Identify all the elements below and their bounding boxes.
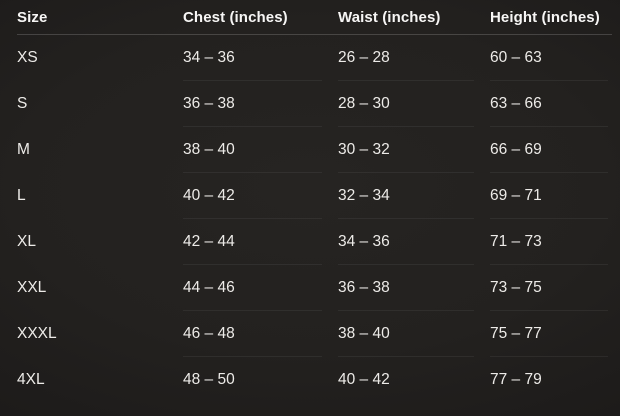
chest-cell: 42 – 44 (183, 219, 322, 265)
height-cell: 63 – 66 (490, 81, 608, 127)
height-cell: 71 – 73 (490, 219, 608, 265)
size-cell: S (17, 95, 28, 112)
waist-cell: 28 – 30 (338, 81, 474, 127)
waist-cell: 34 – 36 (338, 219, 474, 265)
table-row (17, 127, 612, 173)
chest-cell: 46 – 48 (183, 311, 322, 357)
size-cell: 4XL (17, 371, 45, 388)
size-cell: XL (17, 233, 36, 250)
waist-cell: 36 – 38 (338, 265, 474, 311)
height-cell: 77 – 79 (490, 371, 542, 388)
table-row (17, 219, 612, 265)
column-header-height: Height (inches) (490, 8, 600, 26)
table-header-row (17, 0, 612, 35)
waist-cell: 38 – 40 (338, 311, 474, 357)
size-cell: XXL (17, 279, 47, 296)
height-cell: 75 – 77 (490, 311, 608, 357)
column-header-chest: Chest (inches) (183, 8, 288, 26)
waist-cell: 32 – 34 (338, 173, 474, 219)
height-cell: 66 – 69 (490, 127, 608, 173)
chest-cell: 34 – 36 (183, 35, 322, 81)
waist-cell: 30 – 32 (338, 127, 474, 173)
chest-cell: 48 – 50 (183, 371, 235, 388)
height-cell: 73 – 75 (490, 265, 608, 311)
chest-cell: 38 – 40 (183, 127, 322, 173)
column-header-size: Size (17, 8, 48, 26)
size-cell: XS (17, 49, 38, 66)
waist-cell: 26 – 28 (338, 35, 474, 81)
table-row (17, 81, 612, 127)
table-row (17, 265, 612, 311)
table-row (17, 311, 612, 357)
chest-cell: 36 – 38 (183, 81, 322, 127)
height-cell: 60 – 63 (490, 35, 608, 81)
chest-cell: 44 – 46 (183, 265, 322, 311)
size-cell: XXXL (17, 325, 57, 342)
table-row (17, 357, 612, 403)
table-row (17, 35, 612, 81)
size-cell: L (17, 187, 26, 204)
height-cell: 69 – 71 (490, 173, 608, 219)
table-row (17, 173, 612, 219)
waist-cell: 40 – 42 (338, 371, 390, 388)
size-cell: M (17, 141, 30, 158)
table-body (17, 35, 612, 403)
chest-cell: 40 – 42 (183, 173, 322, 219)
column-header-waist: Waist (inches) (338, 8, 441, 26)
